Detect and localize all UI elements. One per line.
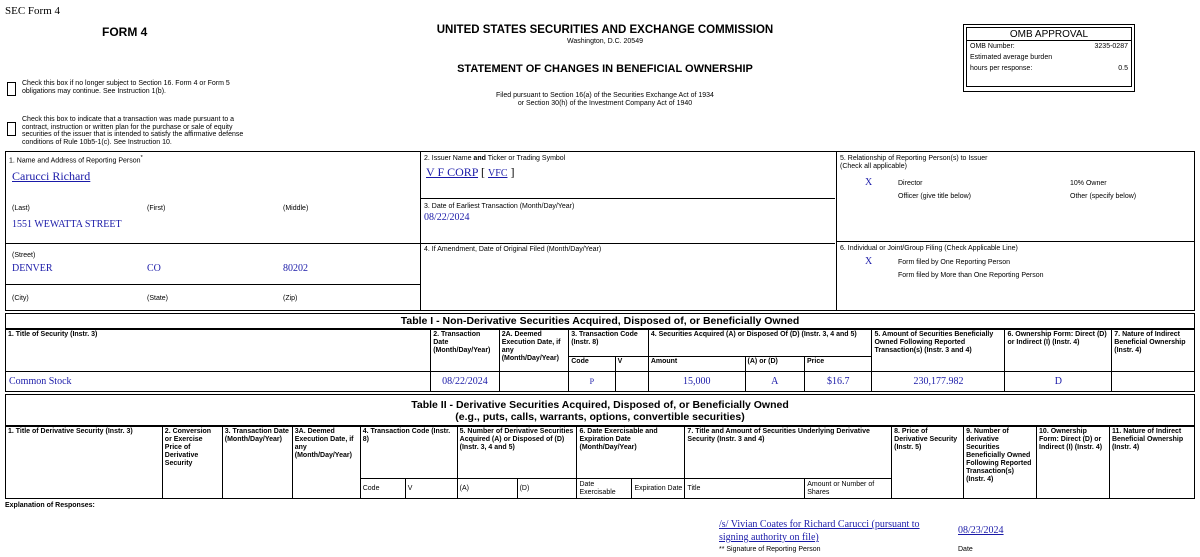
t2-sub-expiration: Expiration Date <box>632 479 685 499</box>
t2-h1: 1. Title of Derivative Security (Instr. 3) <box>6 427 163 499</box>
t1-h7: 7. Nature of Indirect Beneficial Ownership (Instr. 4) <box>1112 330 1195 372</box>
relationship-label: 5. Relationship of Reporting Person(s) to Issuer <box>840 155 988 162</box>
omb-number-label: OMB Number: <box>970 43 1015 50</box>
ticker-close-bracket: ] <box>510 165 515 179</box>
filing-label: 6. Individual or Joint/Group Filing (Check Applicable Line) <box>840 245 1018 252</box>
t2-sub-exercisable: Date Exercisable <box>577 479 632 499</box>
table1 <box>5 329 1195 392</box>
table2-title-line1: Table II - Derivative Securities Acquired, Disposed of, or Beneficially Owned <box>411 399 789 411</box>
state-label: (State) <box>147 295 169 302</box>
filing-mark: X <box>865 256 873 267</box>
city-label: (City) <box>12 295 29 302</box>
middle-name-label: (Middle) <box>283 205 309 212</box>
director-mark: X <box>865 177 873 188</box>
table-row <box>6 372 1195 392</box>
t1-aord-cell: A <box>745 372 804 392</box>
filed-pursuant-2: or Section 30(h) of the Investment Company Act of 1940 <box>517 100 693 107</box>
reporting-person-label: 1. Name and Address of Reporting Person <box>9 157 141 165</box>
t1-sub-v: V <box>615 357 648 372</box>
filing-box <box>837 242 1195 311</box>
t1-h2: 2. Transaction Date (Month/Day/Year) <box>431 330 500 372</box>
t1-title-cell: Common Stock <box>6 372 431 392</box>
street-value: 1551 WEWATTA STREET <box>12 219 122 230</box>
t2-sub-a: (A) <box>457 479 517 499</box>
t2-h2: 2. Conversion or Exercise Price of Derivative Security <box>162 427 222 499</box>
t1-deemed-cell <box>499 372 569 392</box>
signature-date[interactable]: 08/23/2024 <box>958 525 1004 536</box>
t2-sub-code: Code <box>360 479 405 499</box>
t2-sub-title: Title <box>685 479 805 499</box>
t1-h4: 4. Securities Acquired (A) or Disposed Of (D) (Instr. 3, 4 and 5) <box>648 330 872 357</box>
amendment-label: 4. If Amendment, Date of Original Filed (Month/Day/Year) <box>424 246 602 253</box>
t1-h6: 6. Ownership Form: Direct (D) or Indirect (I) (Instr. 4) <box>1005 330 1112 372</box>
issuer-name-link[interactable]: V F CORP <box>426 165 479 179</box>
t2-h5: 5. Number of Derivative Securities Acquired (A) or Disposed of (D) (Instr. 3, 4 and 5) <box>457 427 577 479</box>
other-label: Other (specify below) <box>1070 193 1137 200</box>
t1-date-cell: 08/22/2024 <box>431 372 500 392</box>
zip-value: 80202 <box>283 263 308 274</box>
t1-owned-cell: 230,177.982 <box>872 372 1005 392</box>
table2-title-box <box>5 394 1195 426</box>
t2-sub-d: (D) <box>517 479 577 499</box>
t1-sub-price: Price <box>804 357 872 372</box>
first-name-label: (First) <box>147 205 166 212</box>
t1-h3: 3. Transaction Code (Instr. 8) <box>569 330 649 357</box>
t1-amount-cell: 15,000 <box>648 372 745 392</box>
t2-h6: 6. Date Exercisable and Expiration Date (Month/Day/Year) <box>577 427 685 479</box>
t1-h2a: 2A. Deemed Execution Date, if any (Month/Day/Year) <box>499 330 569 372</box>
reporting-person-box <box>5 151 421 311</box>
earliest-transaction-label: 3. Date of Earliest Transaction (Month/Day/Year) <box>424 203 575 210</box>
t1-sub-amount: Amount <box>648 357 745 372</box>
t2-h9: 9. Number of derivative Securities Beneficially Owned Following Reported Transaction(s) (Instr. 4) <box>964 427 1037 499</box>
ticker-open-bracket: [ <box>481 165 486 179</box>
issuer-ticker-link[interactable]: VFC <box>488 168 508 179</box>
explanation-label: Explanation of Responses: <box>5 502 95 509</box>
rule10b51-checkbox-label: Check this box to indicate that a transaction was made pursuant to a contract, instruction or written plan for the purchase or sale of equity securities of the issuer that is intended to satisfy the affirmative defense conditions of Rule 10b5-1(c). See Instruction 10. <box>22 116 244 146</box>
form-title: FORM 4 <box>102 25 148 39</box>
table1-title: Table I - Non-Derivative Securities Acquired, Disposed of, or Beneficially Owned <box>5 313 1195 329</box>
filing-one-label: Form filed by One Reporting Person <box>898 259 1011 266</box>
city-value: DENVER <box>12 263 53 274</box>
t2-sub-amount: Amount or Number of Shares <box>805 479 892 499</box>
t2-h8: 8. Price of Derivative Security (Instr. 5) <box>892 427 964 499</box>
omb-burden-label: Estimated average burden <box>970 54 1053 61</box>
t2-h10: 10. Ownership Form: Direct (D) or Indirect (I) (Instr. 4) <box>1037 427 1110 499</box>
omb-hours-label: hours per response: <box>970 65 1033 72</box>
officer-label: Officer (give title below) <box>898 193 972 200</box>
signature-line1: /s/ Vivian Coates for Richard Carucci (pursuant to <box>719 519 920 530</box>
ten-percent-owner-label: 10% Owner <box>1070 180 1107 187</box>
rule10b51-checkbox[interactable] <box>7 122 16 136</box>
t1-nature-cell <box>1112 372 1195 392</box>
signature-label: ** Signature of Reporting Person <box>719 546 821 553</box>
issuer-label: 2. Issuer Name and Ticker or Trading Symbol <box>424 155 566 162</box>
omb-title: OMB APPROVAL <box>966 27 1132 41</box>
t2-h11: 11. Nature of Indirect Beneficial Ownership (Instr. 4) <box>1109 427 1194 499</box>
state-value: CO <box>147 263 161 274</box>
filing-more-label: Form filed by More than One Reporting Person <box>898 272 1044 279</box>
t1-h1: 1. Title of Security (Instr. 3) <box>6 330 431 372</box>
reporting-person-name-link[interactable]: Carucci Richard <box>12 169 91 183</box>
t1-sub-aord: (A) or (D) <box>745 357 804 372</box>
earliest-transaction-date: 08/22/2024 <box>424 212 470 223</box>
sec-form-label: SEC Form 4 <box>5 5 61 17</box>
signature-line2: signing authority on file) <box>719 532 819 543</box>
t1-v-cell <box>615 372 648 392</box>
t1-form-cell: D <box>1005 372 1112 392</box>
relationship-sub: (Check all applicable) <box>840 163 907 170</box>
issuer-box <box>421 151 837 311</box>
date-label: Date <box>958 546 973 553</box>
street-label: (Street) <box>12 252 36 259</box>
reporting-person-label-mark: * <box>140 155 143 161</box>
t2-sub-v: V <box>405 479 457 499</box>
table2 <box>5 426 1195 499</box>
table2-title-line2: (e.g., puts, calls, warrants, options, convertible securities) <box>455 411 745 423</box>
omb-hours-value: 0.5 <box>1118 65 1128 72</box>
t1-price-cell: $16.7 <box>804 372 872 392</box>
t2-h7: 7. Title and Amount of Securities Underlying Derivative Security (Instr. 3 and 4) <box>685 427 892 479</box>
t1-h5: 5. Amount of Securities Beneficially Owned Following Reported Transaction(s) (Instr. 3 and 4) <box>872 330 1005 372</box>
section16-checkbox[interactable] <box>7 82 16 96</box>
omb-approval-box <box>963 24 1135 92</box>
zip-label: (Zip) <box>283 295 298 302</box>
signature-link[interactable] <box>719 518 920 544</box>
t1-code-cell: P <box>569 372 615 392</box>
filed-pursuant-1: Filed pursuant to Section 16(a) of the Securities Exchange Act of 1934 <box>496 92 714 99</box>
director-label: Director <box>898 180 923 187</box>
section16-checkbox-label: Check this box if no longer subject to Section 16. Form 4 or Form 5 obligations may continue. See Instruction 1(b). <box>22 80 230 95</box>
t2-h3: 3. Transaction Date (Month/Day/Year) <box>222 427 292 499</box>
agency-title: UNITED STATES SECURITIES AND EXCHANGE COMMISSION <box>436 24 774 36</box>
relationship-box <box>837 151 1195 242</box>
omb-number-value: 3235-0287 <box>1094 43 1128 50</box>
t2-h4: 4. Transaction Code (Instr. 8) <box>360 427 457 479</box>
t1-sub-code: Code <box>569 357 615 372</box>
t2-h3a: 3A. Deemed Execution Date, if any (Month/Day/Year) <box>292 427 360 499</box>
agency-city: Washington, D.C. 20549 <box>566 38 643 45</box>
last-name-label: (Last) <box>12 205 30 212</box>
statement-title: STATEMENT OF CHANGES IN BENEFICIAL OWNERSHIP <box>457 63 753 75</box>
